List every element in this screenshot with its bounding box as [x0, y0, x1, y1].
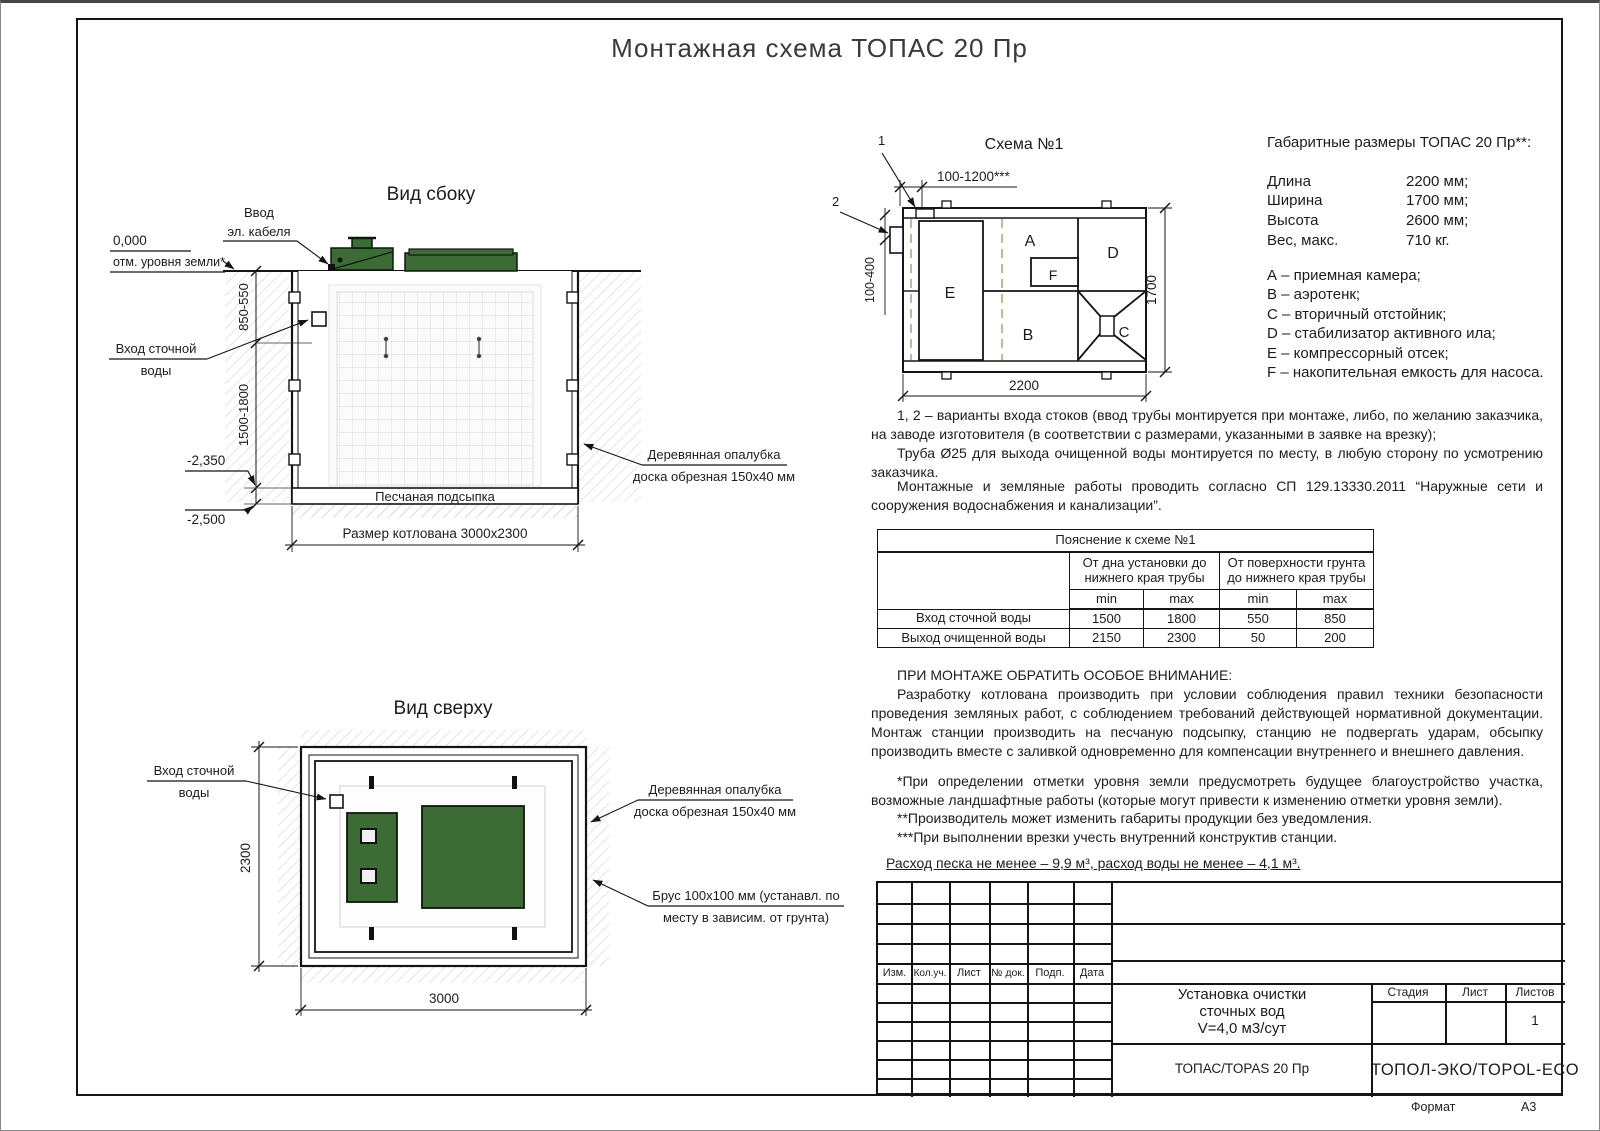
compartment-e-label: Е — [944, 285, 956, 302]
tank-lids-plan — [347, 806, 524, 908]
overall-dimensions-title: Габаритные размеры ТОПАС 20 Пр**: — [1267, 134, 1532, 151]
svg-text:Деревянная опалубка: Деревянная опалубка — [647, 447, 781, 462]
schema-body — [890, 201, 1146, 379]
cable-entry-callout — [223, 205, 328, 264]
dim-row-weight: Вес, макс. 710 кг. — [1267, 232, 1450, 249]
dim-row-length: Длина 2200 мм; — [1267, 173, 1469, 190]
svg-text:Вход сточной: Вход сточной — [115, 341, 197, 356]
svg-text:доска обрезная 150х40 мм: доска обрезная 150х40 мм — [633, 804, 797, 819]
tank-body — [298, 271, 572, 488]
dim-100-1200: 100-1200*** — [937, 169, 1010, 184]
dim-100-400: 100-400 — [863, 257, 877, 303]
legend-b: В – аэротенк; — [1267, 286, 1361, 303]
col-podp: Подп. — [1035, 967, 1065, 979]
title-block — [876, 881, 1580, 1095]
ground-level-label: отм. уровня земли* — [113, 255, 226, 269]
note-sp-standard: Монтажные и земляные работы проводить согласно СП 129.13330.2011 “Наружные сети и сооружения водоснабжения и канализации”. — [871, 478, 1543, 513]
schema-title: Схема №1 — [984, 136, 1064, 153]
table-title: Пояснение к схеме №1 — [878, 530, 1374, 553]
legend-e: Е – компрессорный отсек; — [1267, 345, 1449, 362]
col-kol-uch: Кол.уч. — [913, 968, 947, 979]
legend-d: D – стабилизатор активного ила; — [1267, 325, 1496, 342]
col-ndok: № док. — [991, 967, 1025, 979]
marker-1-label: 1 — [878, 133, 886, 148]
project-name: Установка очистки сточных вод V=4,0 м3/сут — [1177, 986, 1307, 1037]
formwork-callout-plan — [591, 782, 796, 822]
svg-text:Деревянная опалубка: Деревянная опалубка — [648, 782, 782, 797]
mark-2500: -2,500 — [187, 512, 226, 527]
footnote-1: *При определении отметки уровня земли предусмотреть будущее благоустройство участка, возможные ландшафтные работы (которые могут привести к изменению отметки уровня земли). — [871, 773, 1543, 808]
col-izm: Изм. — [882, 967, 907, 979]
pit-size-label: Размер котлована 3000х2300 — [342, 526, 528, 541]
legend-c: С – вторичный отстойник; — [1267, 306, 1447, 323]
table-group1-header: От дна установки до нижнего края трубы — [1070, 552, 1220, 590]
cable-gland — [328, 264, 335, 271]
dim-2300: 2300 — [238, 842, 253, 874]
compartment-f-label: F — [1048, 267, 1058, 283]
zero-level-mark — [110, 233, 234, 272]
legend-f: F – накопительная емкость для насоса. — [1267, 364, 1544, 381]
page-title: Монтажная схема ТОПАС 20 Пр — [611, 33, 1028, 63]
top-view-drawing — [116, 668, 856, 1028]
note-footnotes — [871, 772, 1543, 846]
mark-2350: -2,350 — [187, 453, 226, 468]
sheets-label: Листов — [1515, 985, 1555, 999]
note-inlet-variants: 1, 2 – варианты входа стоков (ввод трубы монтируется при монтаже, либо, по желанию заказчика, на заводе изготовителя (в соответствии с размерами, указанными в заявке на врезку); Труба Ø25 для выхода очищенной воды монтируется по месту, в любую сторону по усмотрению заказчика. — [871, 407, 1543, 480]
beam-callout — [593, 880, 844, 925]
inlet-variant-1-port — [916, 209, 934, 218]
svg-text:воды: воды — [140, 363, 172, 378]
dim-1500-1800: 1500-1800 — [236, 383, 251, 447]
svg-text:Ввод: Ввод — [244, 205, 274, 220]
table-corner-cell — [878, 552, 1070, 609]
marker-2-label: 2 — [832, 194, 840, 209]
inlet-port-plan — [330, 795, 343, 808]
col-list: Лист — [957, 967, 981, 979]
side-view-drawing — [76, 168, 846, 578]
svg-text:Вход сточной: Вход сточной — [153, 763, 235, 778]
model-name: ТОПАС/TOPAS 20 Пр — [1174, 1061, 1310, 1076]
svg-text:эл. кабеля: эл. кабеля — [227, 224, 291, 239]
large-lid-plan — [422, 806, 524, 908]
sand-bed-label: Песчаная подсыпка — [375, 489, 495, 504]
footnote-3: ***При выполнении врезки учесть внутренний конструктив станции. — [897, 828, 1338, 845]
legend-a: А – приемная камера; — [1267, 267, 1421, 284]
compartment-a-label: А — [1024, 233, 1036, 250]
table-group2-header: От поверхности грунта до нижнего края трубы — [1220, 552, 1374, 590]
tank-lids — [331, 238, 517, 271]
stage-label: Стадия — [1387, 985, 1429, 999]
attention-title: ПРИ МОНТАЖЕ ОБРАТИТЬ ОСОБОЕ ВНИМАНИЕ: — [897, 667, 1233, 683]
inlet-port — [312, 312, 326, 326]
svg-text:воды: воды — [178, 785, 210, 800]
table-row: Вход сточной воды 1500 1800 550 850 — [878, 609, 1374, 629]
format-value: А3 — [1521, 1100, 1537, 1114]
note-attention: ПРИ МОНТАЖЕ ОБРАТИТЬ ОСОБОЕ ВНИМАНИЕ: Разработку котлована производить при условии соблюдения правил техники безопасности проведения земляных работ, с соблюдением требований действующей нормативной документации. Монтаж станции производить на песчаную подсыпку, станцию не подвергать ударам, обсыпку производить вместе с заливкой одновременно для компенсации внутреннего и внешнего давления. — [871, 667, 1543, 759]
table-row: Выход очищенной воды 2150 2300 50 200 — [878, 629, 1374, 648]
dim-row-height: Высота 2600 мм; — [1267, 212, 1469, 229]
dim-3000: 3000 — [428, 991, 460, 1006]
format-label: Формат — [1411, 1100, 1456, 1114]
svg-text:месту в зависим. от грунта): месту в зависим. от грунта) — [662, 910, 830, 925]
col-data: Дата — [1079, 967, 1105, 979]
dim-1700: 1700 — [1144, 274, 1159, 306]
sheets-value: 1 — [1531, 1013, 1539, 1028]
compartment-c-label: С — [1118, 324, 1130, 341]
schema-drawing — [821, 123, 1191, 413]
dim-850-550: 850-550 — [236, 283, 251, 331]
small-lid-plan — [347, 813, 397, 902]
dim-row-width: Ширина 1700 мм; — [1267, 192, 1469, 209]
sheet-label: Лист — [1461, 985, 1489, 999]
side-view-title: Вид сбоку — [386, 184, 476, 205]
company-name: ТОПОЛ-ЭКО/TOPOL-ECO — [1371, 1061, 1580, 1079]
dim-2200: 2200 — [1008, 378, 1040, 393]
svg-text:Брус 100х100 мм (устанавл. по: Брус 100х100 мм (устанавл. по — [652, 888, 840, 903]
top-view-title: Вид сверху — [393, 698, 493, 719]
explanation-table: Пояснение к схеме №1 От дна установки до нижнего края трубы От поверхности грунта до нижнего края трубы min max min max Вход сточной воды 1500 1800 550 850 Выход очищенной воды 2150 2300 50 200 — [877, 529, 1374, 648]
zero-mark-label: 0,000 — [113, 233, 147, 248]
sand-water-consumption: Расход песка не менее – 9,9 м³, расход воды не менее – 4,1 м³. — [886, 855, 1301, 871]
footnote-2: **Производитель может изменить габариты продукции без уведомления. — [897, 810, 1373, 826]
svg-text:доска обрезная 150х40 мм: доска обрезная 150х40 мм — [632, 469, 796, 484]
compartment-b-label: В — [1022, 327, 1034, 344]
inlet-variant-2-port — [890, 227, 903, 253]
compartment-d-label: D — [1107, 245, 1119, 262]
